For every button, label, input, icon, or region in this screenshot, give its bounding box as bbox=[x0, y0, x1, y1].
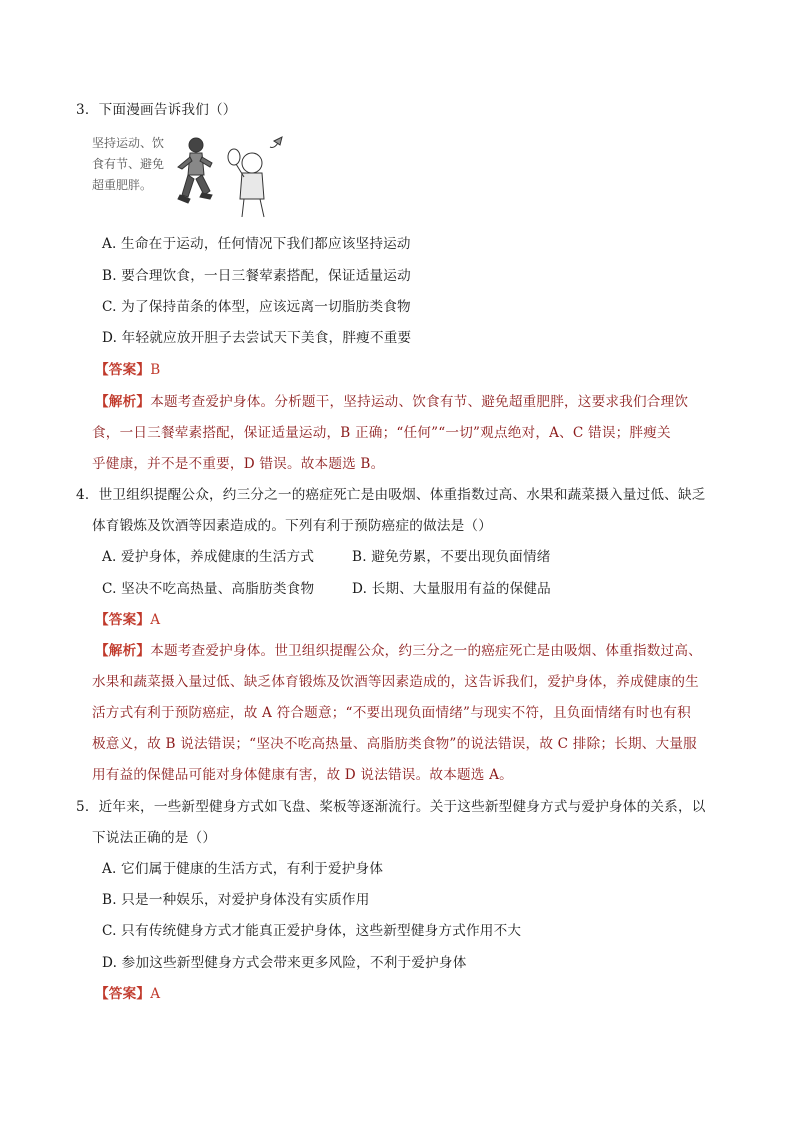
analysis-tag: 【解析】 bbox=[95, 394, 151, 410]
q5-stem-line-1: 5．近年来，一些新型健身方式如飞盘、桨板等逐渐流行。关于这些新型健身方式与爱护身体的关系，以 bbox=[76, 799, 706, 815]
analysis-text: 本题考查爱护身体。世卫组织提醒公众，约三分之一的癌症死亡是由吸烟、体重指数过高、 bbox=[150, 643, 702, 659]
badminton-child-figure bbox=[228, 137, 282, 217]
answer-tag: 【答案】 bbox=[95, 612, 151, 628]
analysis-text: 本题考查爱护身体。分析题干，坚持运动、饮食有节、避免超重肥胖，这要求我们合理饮 bbox=[150, 394, 689, 410]
cartoon-figures-icon bbox=[174, 133, 294, 221]
q5-option-d: D. 参加这些新型健身方式会带来更多风险，不利于爱护身体 bbox=[102, 955, 467, 971]
q4-option-b: B. 避免劳累，不要出现负面情绪 bbox=[352, 549, 551, 565]
q5-answer-row bbox=[95, 984, 160, 1004]
q4-option-c: C. 坚决不吃高热量、高脂肪类食物 bbox=[102, 581, 315, 597]
q3-answer: B bbox=[150, 362, 161, 378]
q4-stem-line-1: 4．世卫组织提醒公众，约三分之一的癌症死亡是由吸烟、体重指数过高、水果和蔬菜摄入量过低、缺乏 bbox=[76, 487, 706, 503]
q4-analysis-line-2: 水果和蔬菜摄入量过低、缺乏体育锻炼及饮酒等因素造成的，这告诉我们，爱护身体，养成健康的生 bbox=[92, 674, 699, 690]
q4-answer: A bbox=[150, 612, 161, 628]
q3-option-c: C. 为了保持苗条的体型，应该远离一切脂肪类食物 bbox=[102, 299, 411, 315]
q4-answer-row bbox=[95, 610, 160, 630]
answer-tag: 【答案】 bbox=[95, 986, 151, 1002]
q3-option-a: A. 生命在于运动，任何情况下我们都应该坚持运动 bbox=[102, 236, 411, 252]
q3-stem: 3．下面漫画告诉我们（） bbox=[76, 102, 237, 118]
analysis-tag: 【解析】 bbox=[95, 643, 151, 659]
cartoon-caption: 坚持运动、饮食有节、避免超重肥胖。 bbox=[92, 136, 165, 192]
answer-tag: 【答案】 bbox=[95, 362, 151, 378]
q4-analysis-line-4: 极意义，故 B 说法错误；“坚决不吃高热量、高脂肪类食物”的说法错误，故 C 排除；长期、大量服 bbox=[92, 736, 697, 752]
q5-stem-line-2: 下说法正确的是（） bbox=[92, 830, 217, 846]
q4-analysis-line-3: 活方式有利于预防癌症，故 A 符合题意；“不要出现负面情绪”与现实不符，且负面情绪有时也有积 bbox=[92, 705, 691, 721]
q3-option-d: D. 年轻就应放开胆子去尝试天下美食，胖瘦不重要 bbox=[102, 330, 412, 346]
q5-answer: A bbox=[150, 986, 161, 1002]
q4-analysis-line-5: 用有益的保健品可能对身体健康有害，故 D 说法错误。故本题选 A。 bbox=[92, 767, 513, 783]
q5-option-a: A. 它们属于健康的生活方式，有利于爱护身体 bbox=[102, 861, 384, 877]
q3-analysis-line-2: 食，一日三餐荤素搭配，保证适量运动，B 正确；“任何”“一切”观点绝对，A、C 错误；胖瘦关 bbox=[92, 425, 671, 441]
q4-stem-line-2: 体育锻炼及饮酒等因素造成的。下列有利于预防癌症的做法是（） bbox=[92, 518, 493, 534]
q5-option-b: B. 只是一种娱乐，对爱护身体没有实质作用 bbox=[102, 892, 370, 908]
q3-analysis-line-1 bbox=[95, 392, 688, 412]
q4-option-a: A. 爱护身体，养成健康的生活方式 bbox=[102, 549, 315, 565]
q4-analysis-line-1 bbox=[95, 641, 702, 661]
q5-option-c: C. 只有传统健身方式才能真正爱护身体，这些新型健身方式作用不大 bbox=[102, 923, 522, 939]
q3-answer-row bbox=[95, 360, 160, 380]
q3-analysis-line-3: 乎健康，并不是不重要，D 错误。故本题选 B。 bbox=[92, 456, 385, 472]
q3-option-b: B. 要合理饮食，一日三餐荤素搭配，保证适量运动 bbox=[102, 268, 411, 284]
runner-figure bbox=[178, 138, 212, 203]
q4-option-d: D. 长期、大量服用有益的保健品 bbox=[352, 581, 551, 597]
q3-cartoon bbox=[92, 133, 292, 221]
